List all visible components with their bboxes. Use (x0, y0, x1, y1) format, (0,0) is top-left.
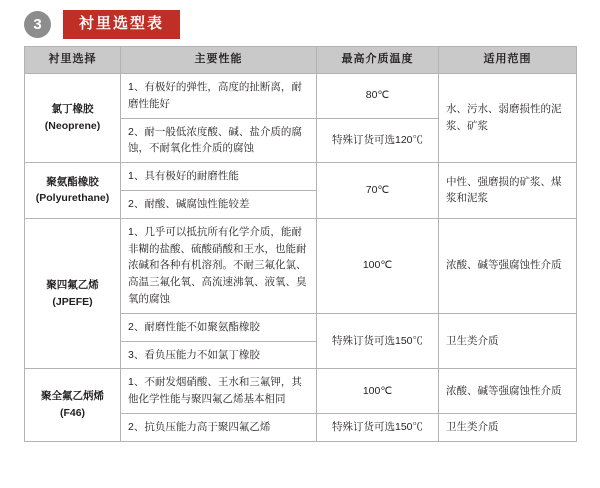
column-header-lining: 衬里选择 (25, 47, 121, 74)
table-row (25, 163, 577, 191)
performance-cell: 2、耐酸、碱腐蚀性能较差 (121, 190, 317, 218)
performance-cell: 1、有极好的弹性，高度的扯断离，耐磨性能好 (121, 73, 317, 118)
lining-name-line2: (F46) (59, 406, 86, 419)
table-header (25, 47, 577, 74)
table-row (25, 218, 577, 313)
lining-name-line2: (JPEFE) (52, 295, 93, 308)
section-header (0, 0, 600, 38)
table-header-row (25, 47, 577, 74)
temperature-cell: 特殊订货可选150℃ (317, 413, 439, 441)
scope-cell: 浓酸、碱等强腐蚀性介质 (439, 369, 577, 414)
lining-name-line1: 聚四氟乙烯 (46, 278, 99, 291)
scope-cell: 卫生类介质 (439, 413, 577, 441)
column-header-max-temperature: 最高介质温度 (317, 47, 439, 74)
lining-name-neoprene (25, 73, 121, 162)
performance-cell: 2、耐一般低浓度酸、碱、盐介质的腐蚀，不耐氧化性介质的腐蚀 (121, 118, 317, 163)
scope-cell: 中性、强磨损的矿浆、煤浆和泥浆 (439, 163, 577, 219)
column-header-performance: 主要性能 (121, 47, 317, 74)
temperature-cell: 特殊订货可选120℃ (317, 118, 439, 163)
lining-name-line1: 聚全氟乙炳烯 (41, 390, 104, 403)
lining-name-line1: 聚氨酯橡胶 (46, 175, 99, 188)
lining-selection-table-wrapper (0, 38, 600, 442)
lining-selection-table (24, 46, 577, 442)
scope-cell: 浓酸、碱等强腐蚀性介质 (439, 218, 577, 313)
scope-cell: 卫生类介质 (439, 313, 577, 369)
performance-cell: 1、不耐发烟硝酸、王水和三氟钾，其他化学性能与聚四氟乙烯基本相同 (121, 369, 317, 414)
lining-name-line2: (Polyurethane) (35, 192, 110, 205)
column-header-scope: 适用范围 (439, 47, 577, 74)
temperature-cell: 100℃ (317, 218, 439, 313)
temperature-cell: 80℃ (317, 73, 439, 118)
temperature-cell: 70℃ (317, 163, 439, 219)
performance-cell: 3、看负压能力不如氯丁橡胶 (121, 341, 317, 369)
lining-name-f46 (25, 369, 121, 441)
performance-cell: 2、抗负压能力高于聚四氟乙烯 (121, 413, 317, 441)
step-number-badge: 3 (24, 11, 51, 38)
table-row (25, 73, 577, 118)
scope-cell: 水、污水、弱磨损性的泥浆、矿浆 (439, 73, 577, 162)
temperature-cell: 特殊订货可选150℃ (317, 313, 439, 369)
lining-name-jpefe (25, 218, 121, 369)
performance-cell: 2、耐磨性能不如聚氨酯橡胶 (121, 313, 317, 341)
performance-cell: 1、具有极好的耐磨性能 (121, 163, 317, 191)
lining-name-line1: 氯丁橡胶 (51, 103, 94, 116)
page-title: 衬里选型表 (63, 10, 180, 39)
lining-name-line2: (Neoprene) (44, 120, 101, 133)
performance-cell: 1、几乎可以抵抗所有化学介质，能耐非糊的盐酸、硫酸硝酸和王水，也能耐浓碱和各种有机溶剂。不耐三氟化氯、高温三氟化氧、高流速沸氧、液氧、臭氧的腐蚀 (121, 218, 317, 313)
table-row (25, 369, 577, 414)
lining-name-polyurethane (25, 163, 121, 219)
table-body (25, 73, 577, 441)
temperature-cell: 100℃ (317, 369, 439, 414)
